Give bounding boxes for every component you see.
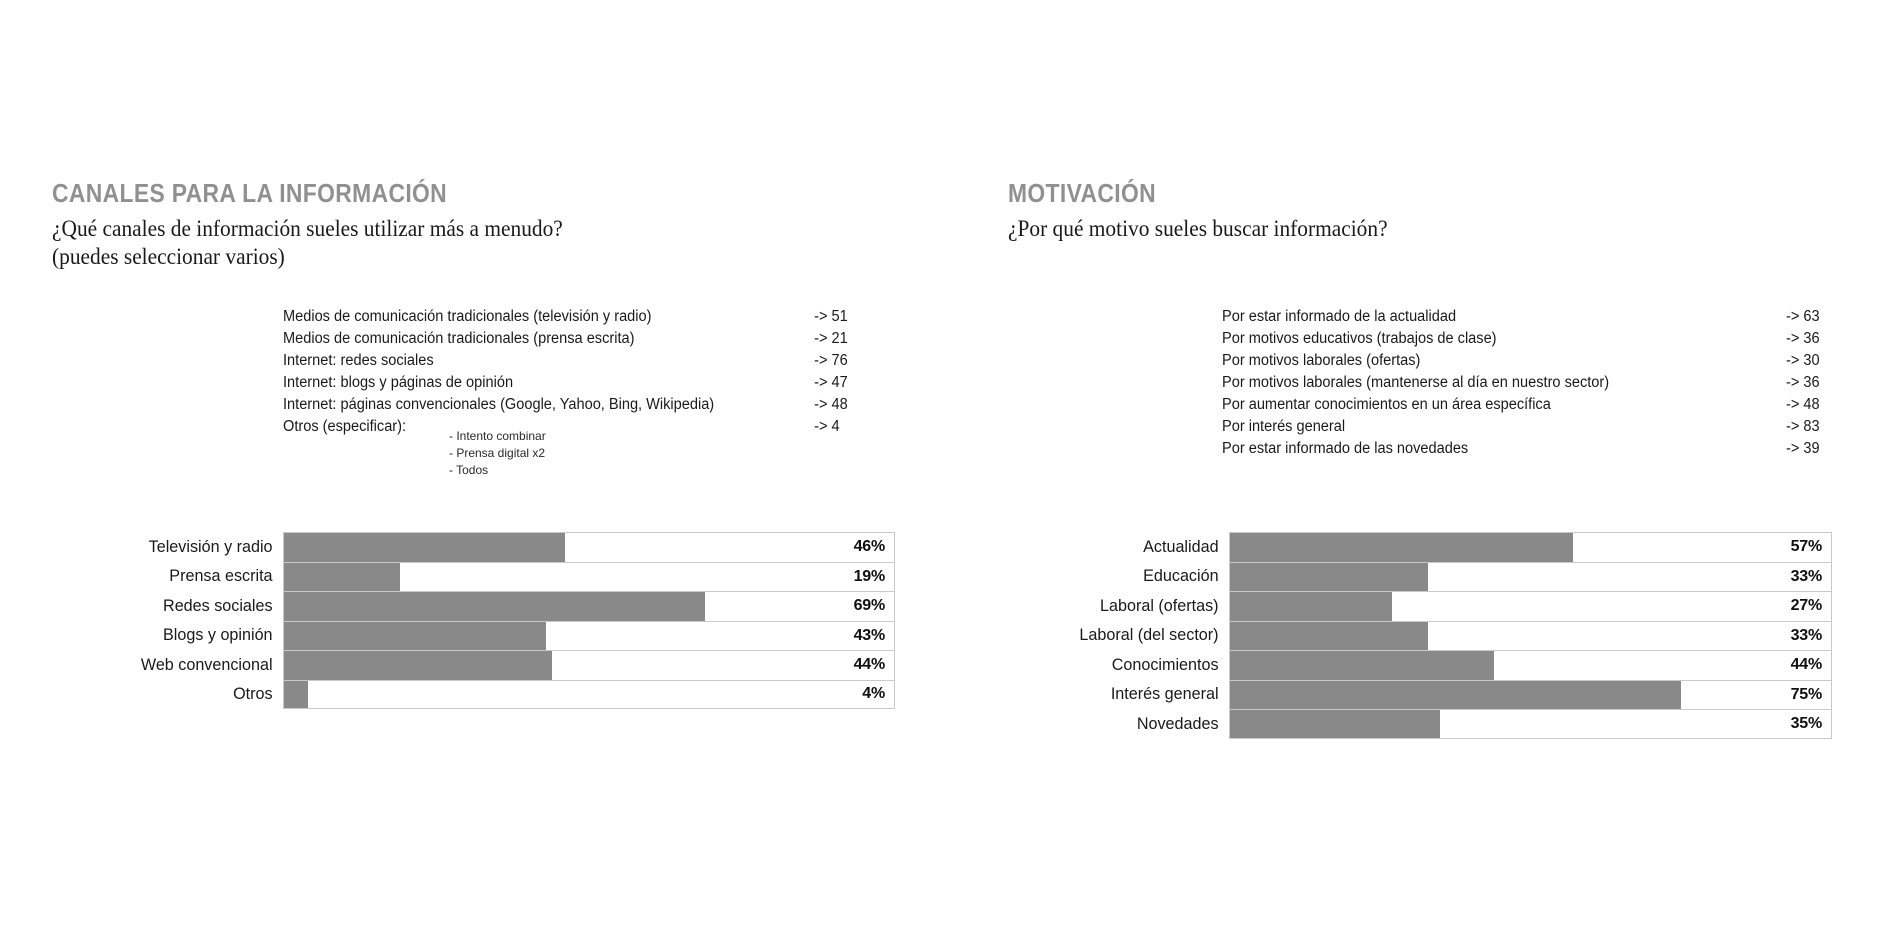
chart-value-label: 69% — [853, 597, 885, 615]
chart-bar-track — [1229, 650, 1832, 680]
bar-chart-motivacion — [1010, 532, 1832, 739]
tally-count: -> 51 — [814, 308, 848, 325]
chart-category-label: Interés general — [1110, 684, 1219, 704]
chart-bar-row — [62, 562, 895, 592]
chart-bar-row — [1010, 709, 1832, 739]
tally-row — [283, 416, 866, 438]
tally-label: Por motivos laborales (mantenerse al día en nuestro sector) — [1222, 374, 1610, 391]
tally-row — [283, 394, 866, 416]
tally-row — [283, 350, 866, 372]
chart-category-label: Actualidad — [1143, 536, 1219, 556]
tally-count: -> 63 — [1786, 308, 1820, 325]
section-question-motivacion-line1: ¿Por qué motivo sueles buscar información? — [1008, 216, 1388, 241]
chart-bar-track — [283, 562, 895, 592]
chart-value-label: 75% — [1790, 685, 1822, 703]
tally-row — [283, 372, 866, 394]
chart-value-label: 57% — [1790, 538, 1822, 556]
chart-category-label: Novedades — [1136, 713, 1219, 733]
chart-category-label: Web convencional — [140, 654, 273, 674]
tally-list-motivacion — [1222, 306, 1862, 460]
tally-label: Por motivos educativos (trabajos de clase) — [1222, 330, 1497, 347]
tally-row — [1222, 394, 1824, 416]
tally-label: Internet: páginas convencionales (Google, Yahoo, Bing, Wikipedia) — [283, 396, 715, 413]
tally-count: -> 76 — [814, 352, 848, 369]
tally-label: Internet: blogs y páginas de opinión — [283, 374, 514, 391]
tally-label: Por estar informado de la actualidad — [1222, 308, 1457, 325]
chart-bar-track — [283, 650, 895, 680]
chart-category-label: Blogs y opinión — [163, 625, 273, 645]
tally-count: -> 39 — [1786, 440, 1820, 457]
chart-bar-row — [62, 621, 895, 651]
chart-bar-track — [283, 680, 895, 710]
tally-count: -> 47 — [814, 374, 848, 391]
chart-value-label: 44% — [1790, 656, 1822, 674]
chart-category-label: Otros — [233, 684, 273, 704]
tally-row — [1222, 328, 1824, 350]
tally-label: Otros (especificar): — [283, 418, 407, 435]
chart-bar-row — [1010, 650, 1832, 680]
chart-bar-row — [1010, 591, 1832, 621]
chart-category-label: Laboral (del sector) — [1079, 625, 1219, 645]
chart-bar-fill — [1230, 681, 1681, 710]
tally-row — [1222, 350, 1824, 372]
chart-category-label: Prensa escrita — [169, 566, 273, 586]
chart-bar-track — [1229, 562, 1832, 592]
chart-bar-fill — [1230, 710, 1440, 738]
chart-bar-track — [283, 532, 895, 562]
chart-value-label: 35% — [1790, 714, 1822, 732]
chart-bar-row — [1010, 680, 1832, 710]
chart-value-label: 44% — [853, 656, 885, 674]
tally-count: -> 36 — [1786, 330, 1820, 347]
chart-category-label: Educación — [1143, 566, 1219, 586]
chart-value-label: 19% — [853, 567, 885, 585]
section-question-canales-line2: (puedes seleccionar varios) — [52, 244, 285, 269]
tally-row — [1222, 416, 1824, 438]
section-title-motivacion: MOTIVACIÓN — [1008, 178, 1157, 208]
chart-value-label: 43% — [853, 626, 885, 644]
section-question-canales-line1: ¿Qué canales de información sueles utilizar más a menudo? — [52, 216, 563, 241]
chart-bar-row — [62, 532, 895, 562]
tally-label: Medios de comunicación tradicionales (televisión y radio) — [283, 308, 652, 325]
tally-count: -> 4 — [814, 418, 840, 435]
chart-bar-track — [283, 591, 895, 621]
chart-bar-fill — [284, 651, 552, 680]
chart-bar-row — [1010, 621, 1832, 651]
tally-list-canales — [283, 306, 903, 438]
chart-bar-fill — [284, 681, 308, 709]
tally-count: -> 30 — [1786, 352, 1820, 369]
tally-sub-item: - Intento combinar — [449, 429, 546, 443]
chart-bar-fill — [1230, 563, 1428, 592]
chart-bar-row — [62, 680, 895, 710]
chart-bar-track — [1229, 621, 1832, 651]
chart-bar-fill — [1230, 622, 1428, 651]
tally-row — [283, 328, 866, 350]
tally-count: -> 36 — [1786, 374, 1820, 391]
section-title-canales: CANALES PARA LA INFORMACIÓN — [52, 178, 448, 208]
chart-bar-row — [62, 591, 895, 621]
chart-value-label: 33% — [1790, 567, 1822, 585]
chart-category-label: Televisión y radio — [148, 536, 273, 556]
tally-label: Internet: redes sociales — [283, 352, 434, 369]
tally-sub-item: - Prensa digital x2 — [449, 446, 546, 460]
panel-motivacion — [1000, 0, 1889, 944]
chart-category-label: Conocimientos — [1111, 654, 1219, 674]
tally-count: -> 48 — [1786, 396, 1820, 413]
tally-row — [1222, 438, 1824, 460]
tally-count: -> 21 — [814, 330, 848, 347]
tally-row — [1222, 306, 1824, 328]
tally-label: Medios de comunicación tradicionales (prensa escrita) — [283, 330, 635, 347]
chart-bar-fill — [284, 533, 565, 562]
tally-count: -> 83 — [1786, 418, 1820, 435]
chart-bar-track — [283, 621, 895, 651]
tally-count: -> 48 — [814, 396, 848, 413]
chart-bar-track — [1229, 532, 1832, 562]
tally-label: Por interés general — [1222, 418, 1346, 435]
chart-bar-fill — [1230, 592, 1392, 621]
chart-bar-row — [62, 650, 895, 680]
tally-label: Por motivos laborales (ofertas) — [1222, 352, 1421, 369]
chart-bar-fill — [284, 563, 400, 592]
chart-bar-fill — [284, 592, 705, 621]
chart-bar-row — [1010, 532, 1832, 562]
chart-category-label: Laboral (ofertas) — [1100, 595, 1219, 615]
chart-bar-fill — [1230, 533, 1573, 562]
chart-bar-fill — [1230, 651, 1494, 680]
chart-value-label: 27% — [1790, 597, 1822, 615]
chart-bar-track — [1229, 680, 1832, 710]
tally-sub-item: - Todos — [449, 463, 489, 477]
chart-value-label: 33% — [1790, 626, 1822, 644]
tally-label: Por aumentar conocimientos en un área específica — [1222, 396, 1551, 413]
tally-label: Por estar informado de las novedades — [1222, 440, 1469, 457]
tally-row — [1222, 372, 1824, 394]
chart-bar-track — [1229, 709, 1832, 739]
chart-bar-fill — [284, 622, 546, 651]
chart-bar-track — [1229, 591, 1832, 621]
tally-row — [283, 306, 866, 328]
chart-category-label: Redes sociales — [163, 595, 273, 615]
chart-bar-row — [1010, 562, 1832, 592]
chart-value-label: 4% — [862, 685, 885, 703]
chart-value-label: 46% — [853, 538, 885, 556]
bar-chart-canales — [62, 532, 895, 709]
